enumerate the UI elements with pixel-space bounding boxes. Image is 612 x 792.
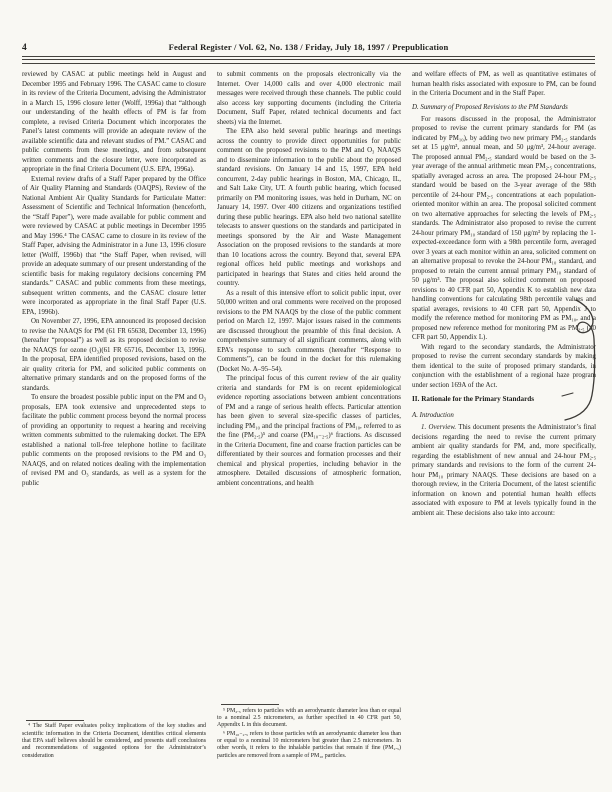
- paragraph: The principal focus of this current review of the air quality criteria and standards for PM is on recent epidemiological evidence reporting associations between ambient concentrations of PM and a range of serious health effects. Particular attention has been given to several size-specific classes of particles, including PM₁₀ and the principal fractions of PM₁₀, referred to as the fine (PM₂.₅)⁵ and coarse (PM₁₀₋₂.₅)⁶ fractions. As discussed in the Criteria Document, fine and coarse fraction particles can be differentiated by their sources and formation processes and their chemical and physical properties, including behavior in the atmosphere. Detailed discussions of atmospheric formation, ambient concentrations, and health: [217, 375, 401, 487]
- section-heading-ii: II. Rationale for the Primary Standards: [412, 395, 535, 404]
- paragraph: The EPA also held several public hearings and meetings across the country to provide direct opportunities for public comment on the proposed revisions to the PM and O₃ NAAQS and to disseminate information to the public about the proposed standard revisions. On January 14 and 15, 1997, EPA held concurrent, 2-day public hearings in Boston, MA, Chicago, IL, and Salt Lake City, UT. A fourth public hearing, which focused primarily on PM monitoring issues, was held in Durham, NC on January 14, 1997. Over 400 citizens and organizations testified during these public hearings. EPA also held two national satellite telecasts to answer questions on the standards and participated in meetings sponsored by the Air and Waste Management Association on the proposed revisions to the standards at more than 10 locations across the country. Beyond that, several EPA regional offices held public meetings and workshops and participated in hearings that States and cities held around the country.: [217, 128, 401, 287]
- footnote-6: ⁶ PM₁₀₋₂.₅ refers to those particles with an aerodynamic diameter less than or equal to a nominal 10 micrometers but greater than 2.5 micrometers. In other words, it refers to the inhalable particles that remain if fine (PM₂.₅) particles are removed from a sample of PM₁₀ particles.: [217, 730, 401, 759]
- three-column-text: [22, 70, 595, 776]
- footnote-separator: [221, 704, 279, 705]
- paragraph: For reasons discussed in the proposal, the Administrator proposed to revise the current primary standards for PM (as indicated by PM₁₀), by adding two new primary PM₂.₅ standards set at 15 μg/m³, annual mean, and 50 μg/m³, 24-hour average. The proposed annual PM₂.₅ standard would be based on the 3-year average of the annual arithmetic mean PM₂.₅ concentrations, spatially averaged across an area. The proposed 24-hour PM₂.₅ standard would be based on the 3-year average of the 98th percentile of 24-hour PM₂.₅ concentrations at each population-oriented monitor within an area. The proposal solicited comment on two alternative approaches for selecting the levels of PM₂.₅ standards. The Administrator also proposed to revise the current 24-hour primary PM₁₀ standard of 150 μg/m³ by replacing the 1-expected-exceedance form with a 98th percentile form, averaged over 3 years at each monitor within an area, solicited comment on an alternative proposal to revoke the 24-hour PM₁₀ standard, and proposed to retain the current annual primary PM₁₀ standard of 50 μg/m³. The proposal also solicited comment on proposed revisions to 40 CFR part 50, Appendix K to establish new data handling conventions for calculating 98th percentile values and spatial averages, revisions to 40 CFR part 50, Appendix J to modify the reference method for monitoring PM as PM₁₀, and a proposed new reference method for monitoring PM as PM₂.₅ (40 CFR part 50, Appendix L).: [412, 115, 596, 342]
- running-title: Federal Register / Vol. 62, No. 138 / Friday, July 18, 1997 / Prepublication: [168, 42, 449, 52]
- paragraph: On November 27, 1996, EPA announced its proposed decision to revise the NAAQS for PM (61 FR 65638, December 13, 1996) (hereafter “proposal”) as well as its proposed decision to revise the NAAQS for ozone (O₃)(61 FR 65716, December 13, 1996). In the proposal, EPA identified proposed revisions, based on the air quality criteria for PM, and solicited public comments on alternative primary standards and on the proposed forms of the standards.: [22, 318, 206, 392]
- footnote-5: ⁵ PM₂.₅ refers to particles with an aerodynamic diameter less than or equal to a nominal 2.5 micrometers, as further specified in 40 CFR part 50, Appendix L in this document.: [217, 707, 401, 729]
- paragraph: reviewed by CASAC at public meetings held in August and December 1995 and February 1996. The CASAC came to closure in its review of the Criteria Document, advising the Administrator in a March 15, 1996 closure letter (Wolff, 1996a) that “although our understanding of the health effects of PM is far from complete, a revised Criteria Document which incorporates the Panel’s latest comments will provide an adequate review of the available scientific data and relevant studies of PM.” CASAC and public comments from these meetings, and from subsequent written comments and the closure letter, were incorporated as appropriate in the final Criteria Document (U.S. EPA, 1996a).: [22, 71, 206, 173]
- header-rule-double: [22, 59, 595, 64]
- page-number: 4: [22, 43, 27, 53]
- paragraph: To ensure the broadest possible public input on the PM and O₃ proposals, EPA took extensive and unprecedented steps to facilitate the public comment process beyond the normal process of providing an opportunity to request a hearing and receiving written comments submitted to the rulemaking docket. The EPA established a national toll-free telephone hotline to facilitate public comments on the proposed revisions to the PM and O₃ NAAQS, and on related notices dealing with the implementation of revised PM and O₃ standards, as well as a system for the public: [22, 394, 206, 487]
- overview-text: This document presents the Administrator’s final decisions regarding the need to revise the current primary ambient air quality standards for PM, and, more specifically, regarding the establishment of new annual and 24-hour PM₂.₅ primary standards and revisions to the form of the current 24-hour PM₁₀ primary NAAQS. These decisions are based on a thorough review, in the Criteria Document, of the latest scientific information on known and potential human health effects associated with exposure to PM at levels typically found in the ambient air. These decisions also take into account:: [412, 424, 596, 517]
- page-header: [22, 42, 595, 53]
- paragraph: External review drafts of a Staff Paper prepared by the Office of Air Quality Planning and Standards (OAQPS), Review of the National Ambient Air Quality Standards for Particulate Matter: Assessment of Scientific and Technical Information (henceforth, the “Staff Paper”), were made available for public comment and were reviewed by CASAC at public meetings in December 1995 and May 1996.⁴ The CASAC came to closure in its review of the Staff Paper, advising the Administrator in a June 13, 1996 closure letter (Wolff, 1996b) that “the Staff Paper, when revised, will provide an adequate summary of our present understanding of the scientific basis for making regulatory decisions concerning PM standards.” CASAC and public comments from these meetings, subsequent written comments, and the CASAC closure letter were incorporated as appropriate in the final Staff Paper (U.S. EPA, 1996b).: [22, 175, 206, 316]
- footnote-block: [217, 704, 401, 776]
- paragraph-overview: [412, 423, 596, 518]
- paragraph: With regard to the secondary standards, the Administrator proposed to revise the current secondary standards by making them identical to the suite of proposed primary standards, in conjunction with the establishment of a regional haze program under section 169A of the Act.: [412, 343, 596, 389]
- footnote-4: ⁴ The Staff Paper evaluates policy implications of the key studies and scientific information in the Criteria Document, identifies critical elements that EPA staff believes should be considered, and presents staff conclusions and recommendations of suggested options for the Administrator’s consideration: [22, 723, 206, 759]
- section-heading-a: A. Introduction: [412, 411, 454, 419]
- column-2: [217, 70, 401, 776]
- section-heading-d: D. Summary of Proposed Revisions to the PM Standards: [412, 103, 568, 111]
- handwritten-margin-brace-annotation: [560, 297, 612, 437]
- paragraph: As a result of this intensive effort to solicit public input, over 50,000 written and oral comments were received on the proposed revisions to the PM NAAQS by the close of the public comment period on March 12, 1997. Major issues raised in the comments are discussed throughout the preamble of this final decision. A comprehensive summary of all significant comments, along with EPA’s response to such comments (hereafter “Response to Comments”), can be found in the docket for this rulemaking (Docket No. A–95–54).: [217, 289, 401, 373]
- paragraph: to submit comments on the proposals electronically via the Internet. Over 14,000 calls and over 4,000 electronic mail messages were received through these channels. The public could also access key supporting documents (including the Criteria Document, Staff Paper, related technical documents and fact sheets) via the Internet.: [217, 71, 401, 126]
- header-rule-thin: [22, 56, 595, 57]
- paragraph: and welfare effects of PM, as well as quantitative estimates of human health risks associated with exposure to PM, can be found in the Criteria Document and in the Staff Paper.: [412, 71, 596, 97]
- overview-label: 1. Overview.: [421, 424, 457, 432]
- footnote-block: [22, 720, 206, 776]
- column-1: [22, 70, 206, 776]
- footnote-separator: [26, 720, 84, 721]
